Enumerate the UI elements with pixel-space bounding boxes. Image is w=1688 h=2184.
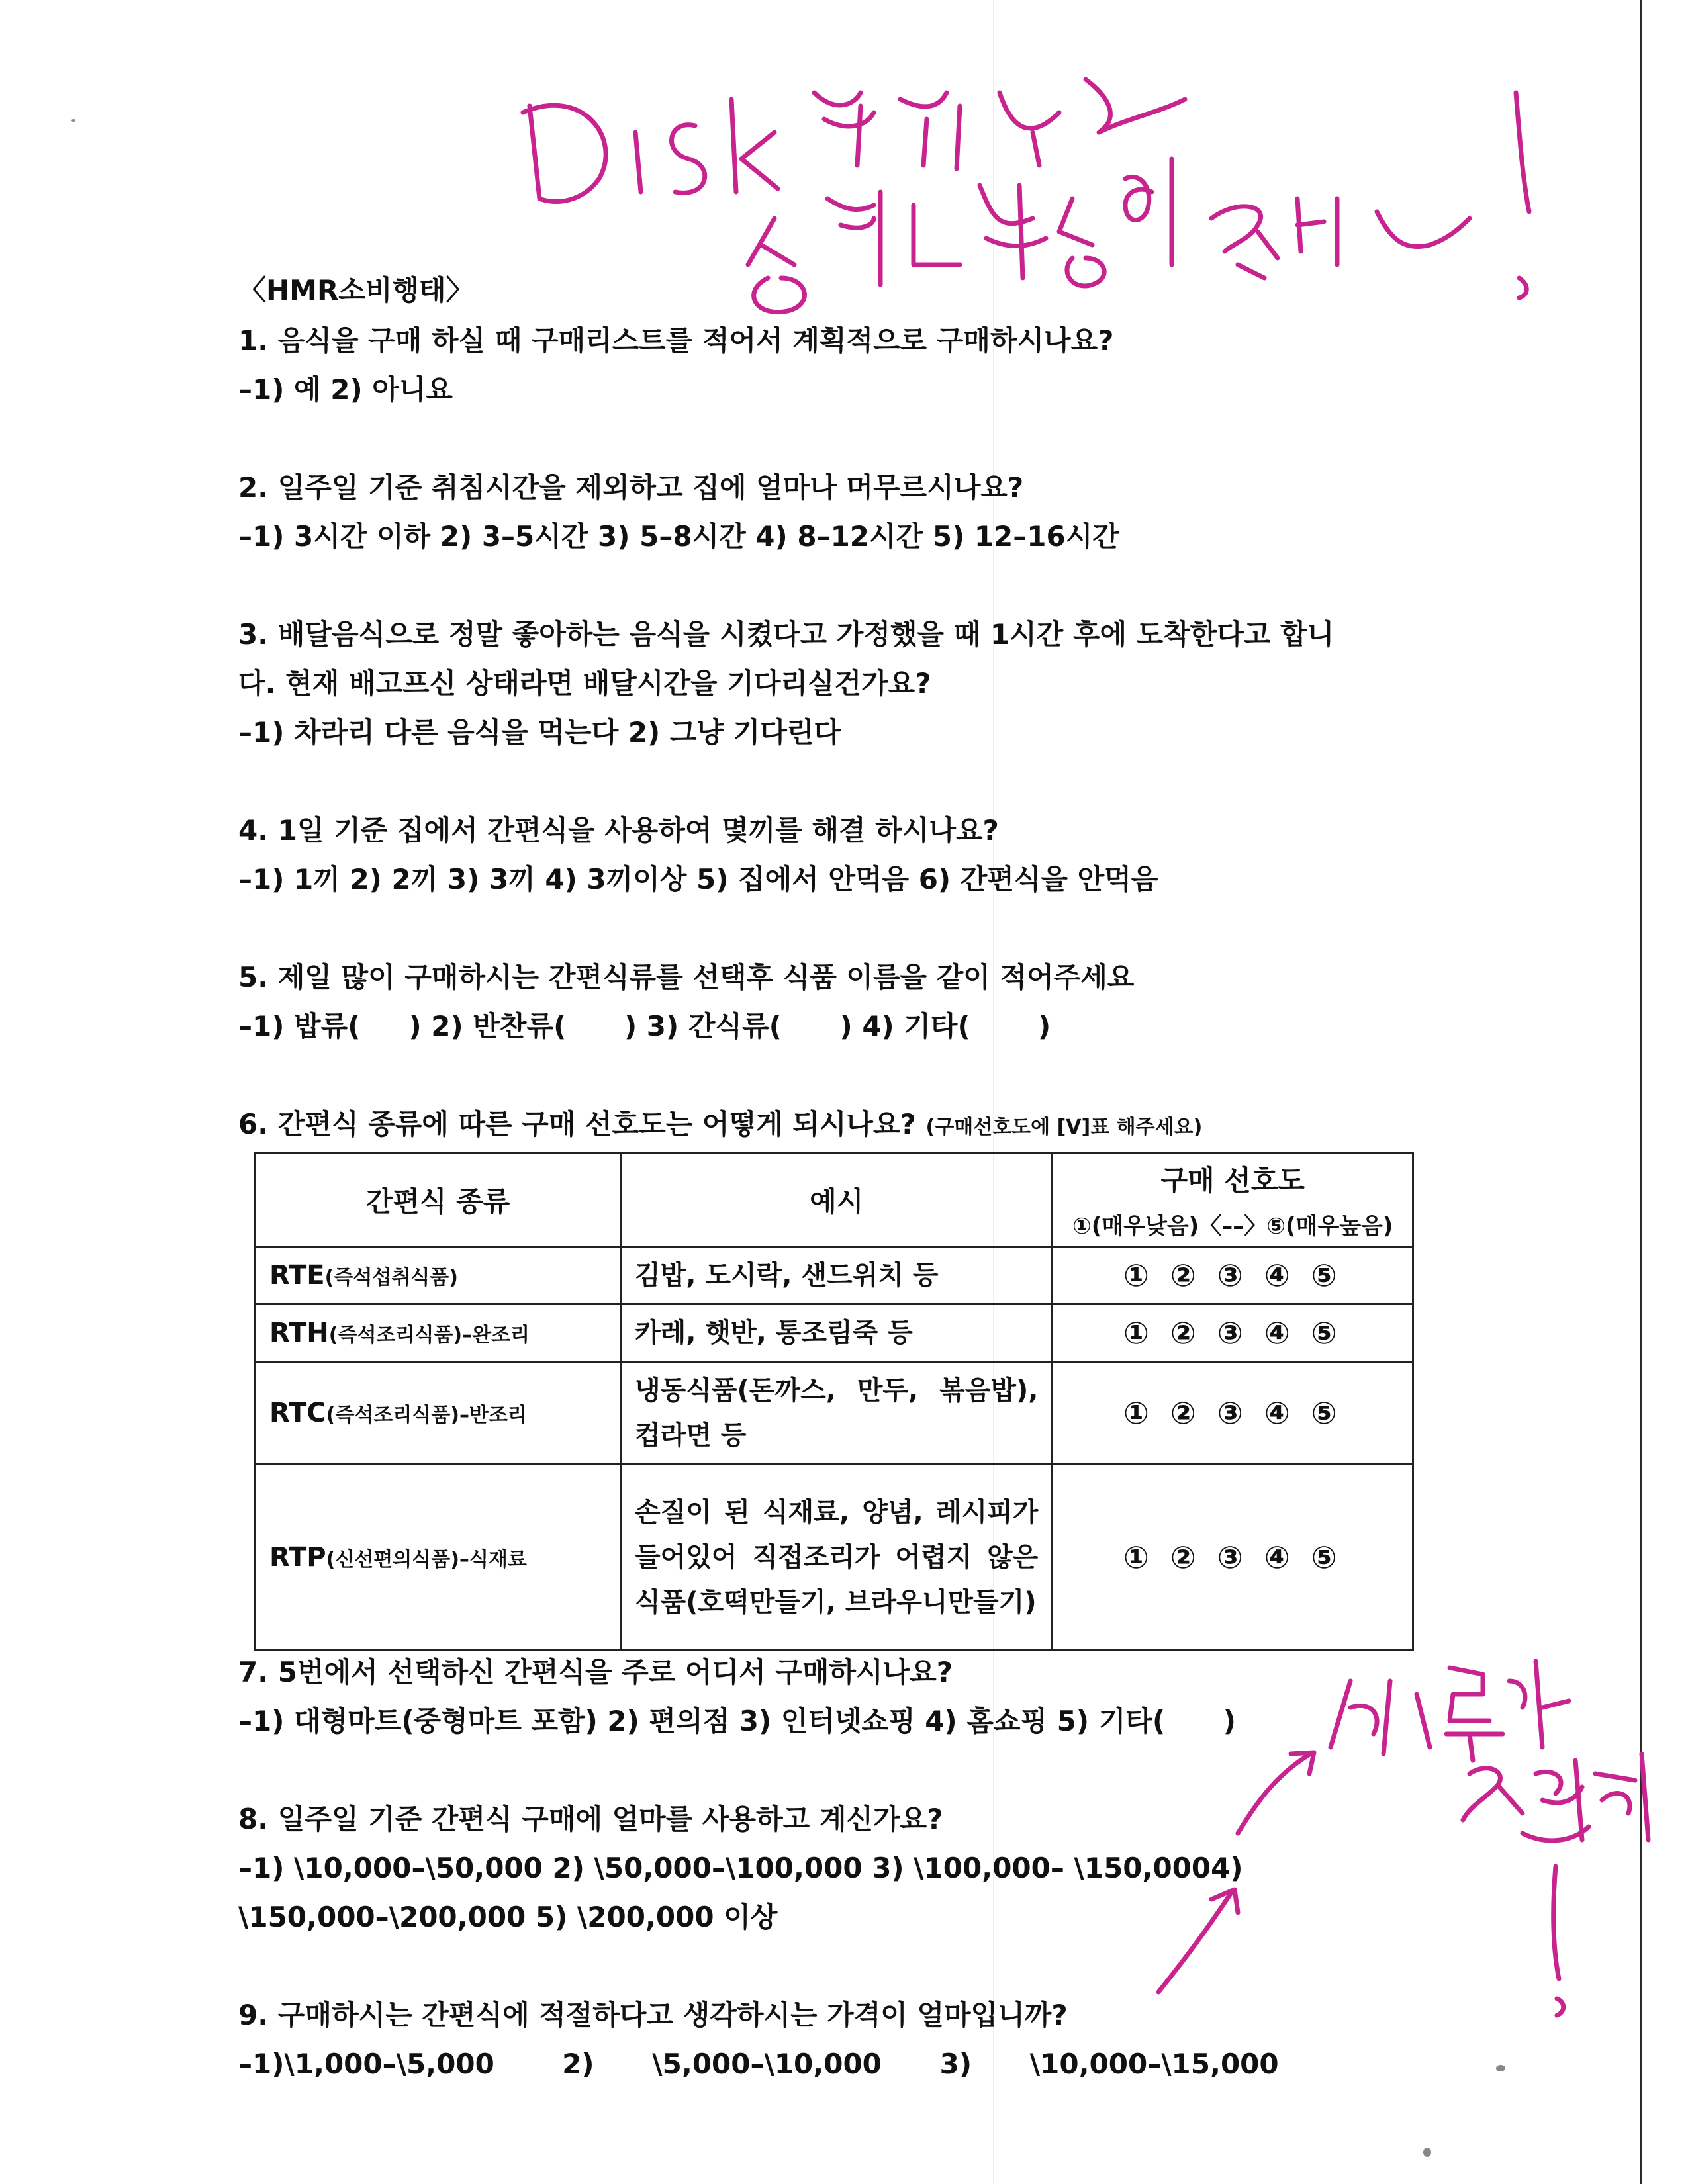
row-type: [256, 1362, 621, 1465]
question-1-options[interactable]: –1) 예 2) 아니요: [238, 373, 453, 406]
question-7: [238, 1648, 1536, 1746]
row-example: 카레, 햇반, 통조림죽 등: [620, 1304, 1053, 1362]
section-heading: 〈HMR소비행태〉: [238, 274, 474, 306]
row-type-suffix: –완조리: [462, 1324, 530, 1347]
header-example: 예시: [620, 1153, 1053, 1247]
row-type-code: RTE: [269, 1260, 325, 1291]
row-type-code: RTH: [269, 1318, 329, 1348]
row-type-code: RTC: [269, 1398, 326, 1428]
question-8-options-line1[interactable]: –1) \10,000–\50,000 2) \50,000–\100,000 3) \100,000– \150,0004): [238, 1852, 1243, 1884]
row-example: 손질이 된 식재료, 양념, 레시피가 들어있어 직접조리가 어렵지 않은 식품(호떡만들기, 브라우니만들기): [620, 1465, 1053, 1650]
header-type: 간편식 종류: [256, 1153, 621, 1247]
preference-table: [254, 1152, 1414, 1651]
question-3: [238, 610, 1536, 757]
row-type: [256, 1247, 621, 1304]
header-preference: [1053, 1153, 1413, 1247]
table-header-row: [256, 1153, 1413, 1247]
question-9-text: 9. 구매하시는 간편식에 적절하다고 생각하시는 가격이 얼마입니까?: [238, 1999, 1068, 2031]
question-1-text: 1. 음식을 구매 하실 때 구매리스트를 적어서 계획적으로 구매하시나요?: [238, 324, 1114, 357]
question-6: [238, 1100, 1536, 1152]
question-6-text: 6. 간편식 종류에 따른 구매 선호도는 어떻게 되시나요?: [238, 1108, 916, 1140]
row-type-suffix: –반조리: [459, 1404, 527, 1427]
question-7-text: 7. 5번에서 선택하신 간편식을 주로 어디서 구매하시나요?: [238, 1656, 953, 1688]
header-preference-title: 구매 선호도: [1160, 1164, 1305, 1197]
table-row: [256, 1362, 1413, 1465]
row-scale[interactable]: ① ② ③ ④ ⑤: [1053, 1465, 1413, 1650]
question-9: [238, 1991, 1536, 2089]
question-8-text: 8. 일주일 기준 간편식 구매에 얼마를 사용하고 계신가요?: [238, 1803, 943, 1835]
row-example: 냉동식품(돈까스, 만두, 볶음밥), 컵라면 등: [620, 1362, 1053, 1465]
row-type: [256, 1304, 621, 1362]
table-row: [256, 1247, 1413, 1304]
lower-questions: [238, 1648, 1536, 2138]
question-9-options[interactable]: –1)\1,000–\5,000 2) \5,000–\10,000 3) \10,000–\15,000: [238, 2048, 1279, 2080]
scan-speck: [1423, 2148, 1431, 2157]
question-2: [238, 463, 1536, 561]
row-type-suffix: –식재료: [459, 1547, 527, 1571]
row-type-desc: (즉석조리식품): [328, 1324, 463, 1347]
table-row: [256, 1304, 1413, 1362]
row-scale[interactable]: ① ② ③ ④ ⑤: [1053, 1304, 1413, 1362]
question-4-options[interactable]: –1) 1끼 2) 2끼 3) 3끼 4) 3끼이상 5) 집에서 안먹음 6) 간편식을 안먹음: [238, 863, 1158, 895]
survey-document: [238, 265, 1536, 1152]
question-4: [238, 806, 1536, 904]
row-example: 김밥, 도시락, 샌드위치 등: [620, 1247, 1053, 1304]
row-scale[interactable]: ① ② ③ ④ ⑤: [1053, 1247, 1413, 1304]
question-3-text-line1: 3. 배달음식으로 정말 좋아하는 음식을 시켰다고 가정했을 때 1시간 후에 도착한다고 합니: [238, 618, 1335, 651]
table-row: [256, 1465, 1413, 1650]
question-3-options[interactable]: –1) 차라리 다른 음식을 먹는다 2) 그냥 기다린다: [238, 716, 841, 749]
question-1: [238, 316, 1536, 414]
row-scale[interactable]: ① ② ③ ④ ⑤: [1053, 1362, 1413, 1465]
question-7-options[interactable]: –1) 대형마트(중형마트 포함) 2) 편의점 3) 인터넷쇼핑 4) 홈쇼핑 5) 기타( ): [238, 1705, 1236, 1737]
row-type-code: RTP: [269, 1541, 326, 1572]
question-3-text-line2: 다. 현재 배고프신 상태라면 배달시간을 기다리실건가요?: [238, 667, 931, 700]
row-type-desc: (신선편의식품): [326, 1547, 459, 1571]
question-4-text: 4. 1일 기준 집에서 간편식을 사용하여 몇끼를 해결 하시나요?: [238, 814, 999, 846]
question-2-text: 2. 일주일 기준 취침시간을 제외하고 집에 얼마나 머무르시나요?: [238, 471, 1024, 504]
row-type-desc: (즉석조리식품): [326, 1404, 459, 1427]
question-5-text: 5. 제일 많이 구매하시는 간편식류를 선택후 식품 이름을 같이 적어주세요: [238, 961, 1135, 993]
row-type-desc: (즉석섭취식품): [324, 1266, 458, 1289]
row-type: [256, 1465, 621, 1650]
question-6-note: (구매선호도에 [V]표 해주세요): [925, 1116, 1203, 1139]
question-8: [238, 1795, 1536, 1942]
header-preference-scale: ①(매우낮음)〈––〉⑤(매우높음): [1072, 1213, 1393, 1240]
question-2-options[interactable]: –1) 3시간 이하 2) 3–5시간 3) 5–8시간 4) 8–12시간 5) 12–16시간: [238, 520, 1119, 553]
question-8-options-line2[interactable]: \150,000–\200,000 5) \200,000 이상: [238, 1901, 778, 1933]
question-5: [238, 953, 1536, 1051]
question-5-options[interactable]: –1) 밥류( ) 2) 반찬류( ) 3) 간식류( ) 4) 기타( ): [238, 1010, 1051, 1042]
scan-speck: [71, 119, 75, 122]
scan-edge-line: [1640, 0, 1642, 2184]
